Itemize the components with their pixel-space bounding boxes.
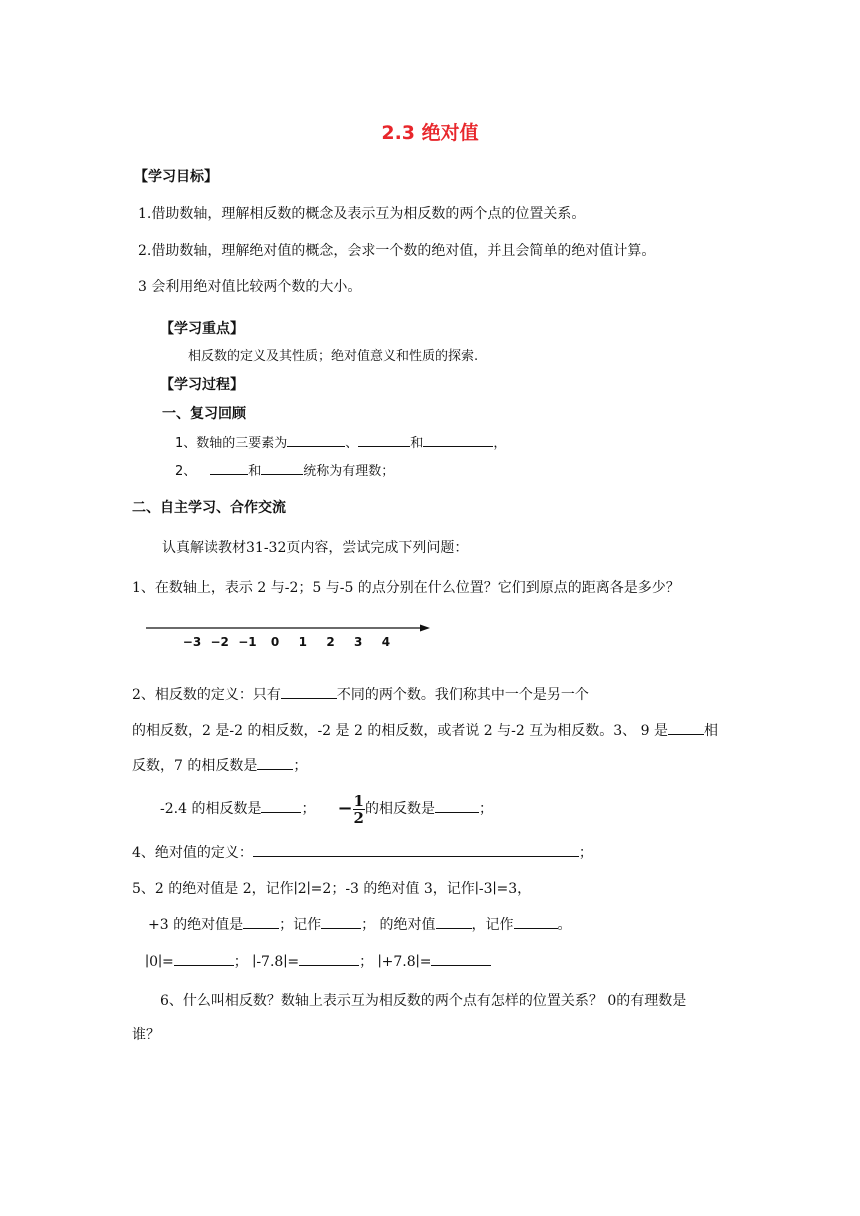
number-line-label: 3 bbox=[354, 635, 363, 649]
number-line-arrow bbox=[420, 625, 430, 632]
key-text: 相反数的定义及其性质；绝对值意义和性质的探索. bbox=[188, 349, 479, 364]
review-1-blank-2[interactable] bbox=[358, 433, 410, 447]
q5-c3: ； ∣+7.8∣= bbox=[359, 954, 432, 970]
q3-part-c: 的相反数是 bbox=[364, 801, 435, 817]
review-2-label: 2、 bbox=[175, 464, 197, 479]
q2-blank-3[interactable] bbox=[257, 756, 293, 770]
q3-part-b: ； bbox=[301, 801, 316, 817]
q5-blank-7[interactable] bbox=[431, 952, 491, 966]
review-2-end: 统称为有理数； bbox=[303, 464, 395, 479]
fraction-one-half bbox=[353, 793, 365, 826]
q5-blank-5[interactable] bbox=[174, 952, 234, 966]
q2-blank-1[interactable] bbox=[281, 685, 337, 699]
number-line bbox=[140, 620, 440, 650]
q3-part-d: ； bbox=[478, 801, 493, 817]
question-5: 5、2 的绝对值是 2，记作∣2∣=2；-3 的绝对值 3，记作∣-3∣=3， bbox=[132, 881, 532, 897]
document-title: 2.3 绝对值 bbox=[381, 122, 479, 144]
q5-blank-1[interactable] bbox=[243, 915, 279, 929]
number-line-label: −3 bbox=[182, 635, 202, 649]
q2-blank-2[interactable] bbox=[668, 721, 704, 735]
q2-part-b: 不同的两个数。我们称其中一个是另一个 bbox=[336, 687, 589, 703]
question-3 bbox=[160, 788, 493, 830]
question-5-line-3 bbox=[145, 951, 491, 971]
review-2-sep: 和 bbox=[248, 464, 262, 479]
q5-b4: ，记作 bbox=[471, 917, 514, 933]
q2-part-c: 的相反数，2 是-2 的相反数，-2 是 2 的相反数，或者说 2 与-2 互为相反数。3、 9 是 bbox=[132, 723, 668, 739]
review-heading: 一、复习回顾 bbox=[162, 406, 246, 422]
review-2-blank-2[interactable] bbox=[261, 461, 303, 475]
section2-intro: 认真解读教材31-32页内容，尝试完成下列问题： bbox=[162, 540, 469, 556]
question-2-line-2 bbox=[132, 720, 718, 740]
q4-blank[interactable] bbox=[253, 843, 579, 857]
question-6-line-1: 6、什么叫相反数？数轴上表示互为相反数的两个点有怎样的位置关系？ 0的有理数是 bbox=[160, 993, 687, 1009]
number-line-label: 4 bbox=[381, 635, 391, 649]
fraction-denominator: 2 bbox=[353, 808, 364, 827]
q3-part-a: -2.4 的相反数是 bbox=[160, 801, 262, 817]
q5-blank-2[interactable] bbox=[321, 915, 361, 929]
number-line-label: −2 bbox=[210, 635, 229, 649]
q4-part-b: ； bbox=[578, 845, 593, 861]
review-item-2 bbox=[175, 460, 394, 479]
q5-b1: +3 的绝对值是 bbox=[148, 917, 244, 933]
question-2-line-1 bbox=[132, 684, 589, 704]
q5-b5: 。 bbox=[557, 917, 572, 933]
review-1-blank-1[interactable] bbox=[287, 433, 345, 447]
review-1-sep1: 、 bbox=[345, 436, 359, 451]
review-2-blank-1[interactable] bbox=[210, 461, 248, 475]
q5-blank-4[interactable] bbox=[514, 915, 558, 929]
fraction-sign: − bbox=[337, 798, 353, 819]
question-6-line-2: 谁？ bbox=[132, 1027, 160, 1043]
fraction-numerator: 1 bbox=[353, 791, 364, 810]
question-2-line-3 bbox=[132, 755, 307, 775]
question-1: 1、在数轴上，表示 2 与-2；5 与-5 的点分别在什么位置？它们到原点的距离各是多少？ bbox=[132, 580, 680, 596]
q5-c1: ∣0∣= bbox=[145, 954, 174, 970]
q2-part-e: 反数，7 的相反数是 bbox=[132, 758, 258, 774]
number-line-label: 0 bbox=[270, 635, 280, 649]
section2-heading: 二、自主学习、合作交流 bbox=[132, 500, 286, 516]
q3-blank-2[interactable] bbox=[435, 799, 479, 813]
number-line-label: 1 bbox=[298, 635, 307, 649]
goals-heading: 【学习目标】 bbox=[134, 169, 218, 185]
number-line-label: 2 bbox=[326, 635, 335, 649]
q5-blank-6[interactable] bbox=[299, 952, 359, 966]
number-line-label: −1 bbox=[238, 635, 257, 649]
q2-part-a: 2、相反数的定义：只有 bbox=[132, 687, 281, 703]
key-heading: 【学习重点】 bbox=[160, 321, 244, 337]
goal-item-3: 3 会利用绝对值比较两个数的大小。 bbox=[138, 279, 362, 295]
q2-part-f: ； bbox=[293, 758, 308, 774]
review-1-label: 1、数轴的三要素为 bbox=[175, 436, 288, 451]
review-item-1 bbox=[175, 432, 506, 451]
q2-part-d: 相 bbox=[703, 723, 718, 739]
q3-blank-1[interactable] bbox=[261, 799, 301, 813]
goal-item-1: 1.借助数轴，理解相反数的概念及表示互为相反数的两个点的位置关系。 bbox=[138, 206, 586, 222]
review-1-sep2: 和 bbox=[410, 436, 424, 451]
process-heading: 【学习过程】 bbox=[160, 377, 244, 393]
q5-blank-3[interactable] bbox=[436, 915, 472, 929]
q5-b3: ； 的绝对值 bbox=[361, 917, 436, 933]
q5-b2: ；记作 bbox=[279, 917, 322, 933]
review-1-end: ， bbox=[493, 436, 507, 451]
question-4 bbox=[132, 842, 593, 862]
q5-c2: ； ∣-7.8∣= bbox=[233, 954, 300, 970]
review-1-blank-3[interactable] bbox=[423, 433, 493, 447]
q4-part-a: 4、绝对值的定义： bbox=[132, 845, 253, 861]
question-5-line-2 bbox=[148, 914, 572, 934]
number-line-labels bbox=[183, 635, 390, 649]
goal-item-2: 2.借助数轴，理解绝对值的概念，会求一个数的绝对值，并且会简单的绝对值计算。 bbox=[138, 243, 656, 259]
